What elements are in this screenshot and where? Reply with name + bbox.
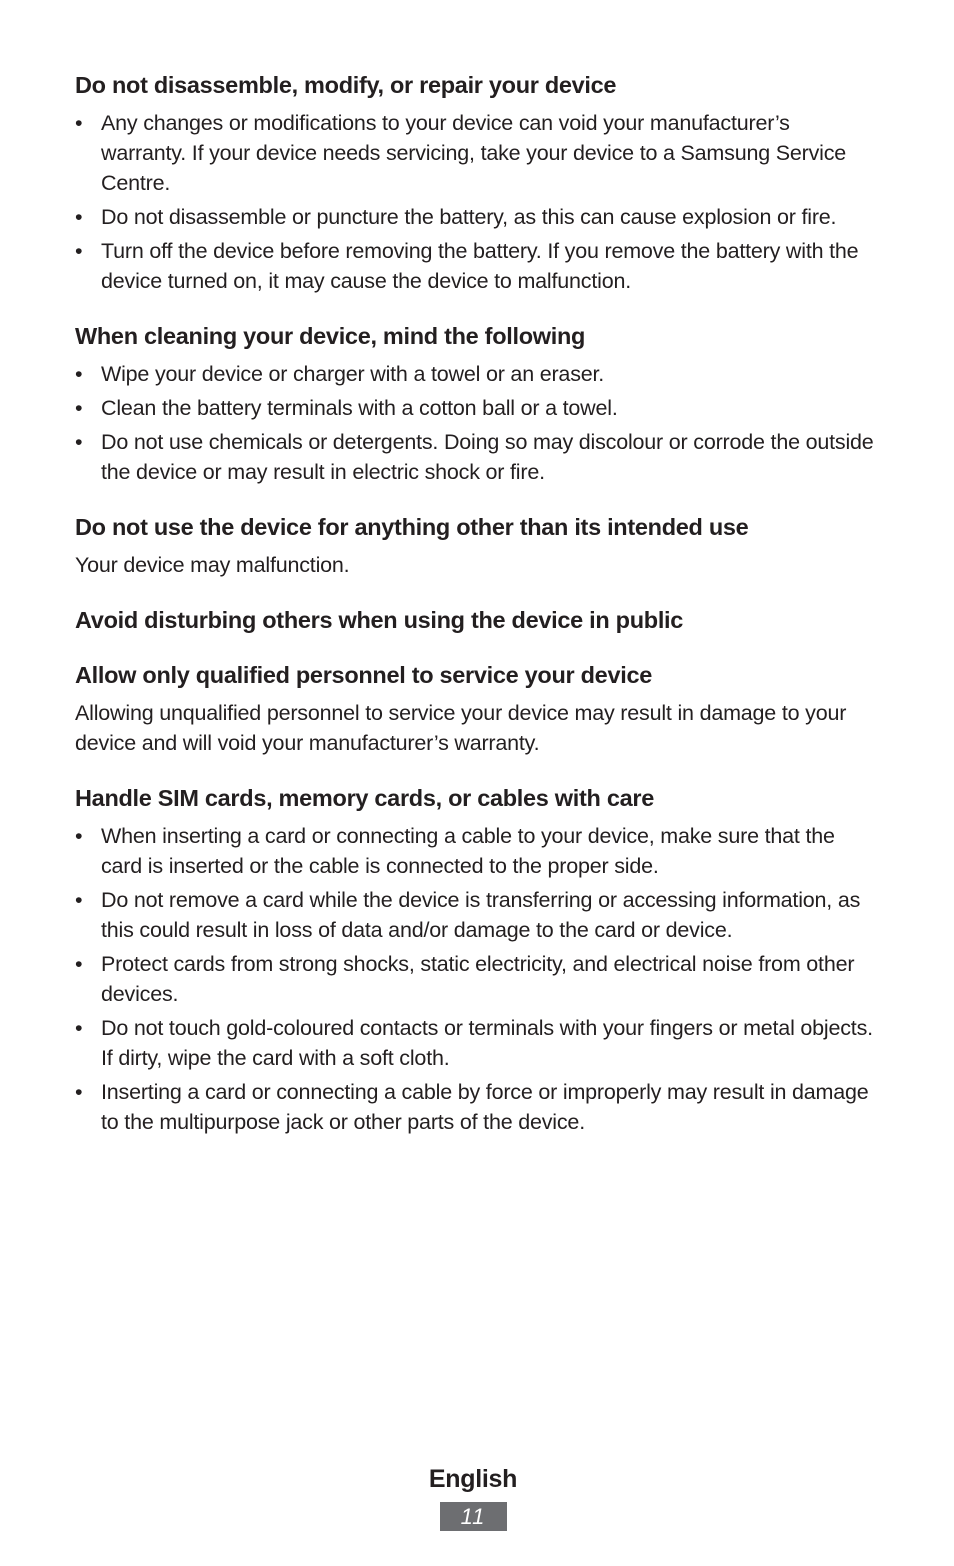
- bullet-item: • Any changes or modifications to your device can void your manufacturer’s warranty. If your device needs servicing, take your device to a Samsung Service Centre.: [75, 108, 875, 198]
- section-heading: When cleaning your device, mind the following: [75, 323, 586, 349]
- section-text: Your device may malfunction.: [75, 553, 350, 577]
- bullet-item: • Wipe your device or charger with a towel or an eraser.: [75, 359, 875, 389]
- section-disassemble: [75, 70, 875, 296]
- bullet-list: [75, 821, 875, 1137]
- section-cleaning: [75, 321, 875, 487]
- section-heading: Allow only qualified personnel to service your device: [75, 662, 652, 688]
- bullet-item: • Do not remove a card while the device is transferring or accessing information, as this could result in loss of data and/or damage to the card or device.: [75, 885, 875, 945]
- bullet-item: • Clean the battery terminals with a cotton ball or a towel.: [75, 393, 875, 423]
- bullet-item: • When inserting a card or connecting a cable to your device, make sure that the card is inserted or the cable is connected to the proper side.: [75, 821, 875, 881]
- bullet-item: • Turn off the device before removing the battery. If you remove the battery with the device turned on, it may cause the device to malfunction.: [75, 236, 875, 296]
- section-text: Allowing unqualified personnel to service your device may result in damage to your device and will void your manufacturer’s warranty.: [75, 701, 847, 755]
- section-heading: Handle SIM cards, memory cards, or cables with care: [75, 785, 654, 811]
- bullet-item: • Inserting a card or connecting a cable by force or improperly may result in damage to the multipurpose jack or other parts of the device.: [75, 1077, 875, 1137]
- bullet-list: [75, 359, 875, 487]
- section-qualified-personnel: [75, 660, 875, 758]
- section-public-use: [75, 605, 875, 635]
- footer-language: English: [428, 1465, 518, 1493]
- document-body: [75, 70, 875, 1162]
- section-intended-use: [75, 512, 875, 580]
- bullet-item: • Protect cards from strong shocks, static electricity, and electrical noise from other devices.: [75, 949, 875, 1009]
- section-heading: Do not disassemble, modify, or repair your device: [75, 72, 617, 98]
- section-heading: Avoid disturbing others when using the device in public: [75, 607, 684, 633]
- bullet-item: • Do not use chemicals or detergents. Doing so may discolour or corrode the outside the device or may result in electric shock or fire.: [75, 427, 875, 487]
- bullet-item: • Do not disassemble or puncture the battery, as this can cause explosion or fire.: [75, 202, 875, 232]
- bullet-item: • Do not touch gold-coloured contacts or terminals with your fingers or metal objects. If dirty, wipe the card with a soft cloth.: [75, 1013, 875, 1073]
- page-footer: [0, 1462, 946, 1531]
- section-heading: Do not use the device for anything other than its intended use: [75, 514, 749, 540]
- page-number: 11: [440, 1502, 507, 1531]
- bullet-list: [75, 108, 875, 296]
- section-cards-cables: [75, 783, 875, 1137]
